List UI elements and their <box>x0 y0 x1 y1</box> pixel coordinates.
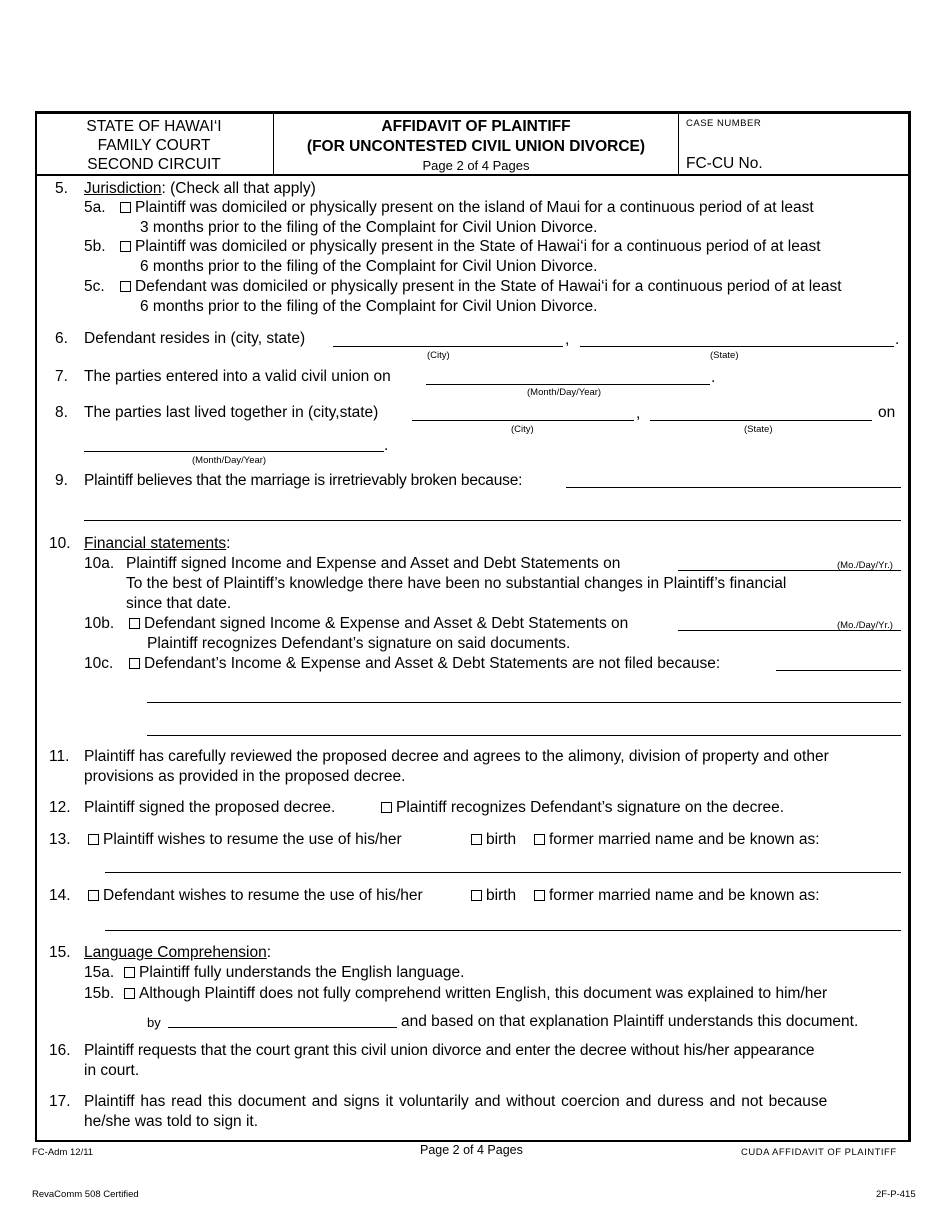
item-15-heading: Language Comprehension: <box>84 944 272 961</box>
item-9-text: Plaintiff believes that the marriage is irretrievably broken because: <box>84 472 523 489</box>
court-name <box>37 117 271 174</box>
item-6-state-field[interactable] <box>580 346 894 347</box>
case-number-label: CASE NUMBER <box>686 118 762 129</box>
item-5c-line-1 <box>120 277 842 297</box>
item-5c-text: Defendant was domiciled or physically present in the State of Hawai‘i for a continuous period of at least <box>135 278 842 295</box>
item-5b-checkbox[interactable] <box>120 241 131 252</box>
item-9-number: 9. <box>55 472 68 489</box>
item-11-line-2: provisions as provided in the proposed decree. <box>84 768 406 785</box>
header-page: Page 2 of 4 Pages <box>422 158 530 173</box>
item-10a-number: 10a. <box>84 555 115 572</box>
item-6-city-field[interactable] <box>333 346 563 347</box>
item-14-birth <box>471 886 516 906</box>
item-5a-number: 5a. <box>84 199 106 216</box>
footer-document-name: CUDA AFFIDAVIT OF PLAINTIFF <box>741 1147 897 1158</box>
item-5-title: Jurisdiction <box>84 180 162 197</box>
item-10a-line-1: Plaintiff signed Income and Expense and Asset and Debt Statements on <box>126 555 621 572</box>
item-7-date-label: (Month/Day/Year) <box>527 387 602 398</box>
item-13-checkbox[interactable] <box>88 834 99 845</box>
item-14-checkbox[interactable] <box>88 890 99 901</box>
item-15a-line <box>124 963 464 983</box>
item-15b-text: Although Plaintiff does not fully comprehend written English, this document was explained to him/her <box>139 985 828 1002</box>
item-14-number: 14. <box>49 887 71 904</box>
item-15b-checkbox[interactable] <box>124 988 135 999</box>
item-5-title-rest: : (Check all that apply) <box>161 180 316 197</box>
item-9-reason-field-2[interactable] <box>84 520 901 521</box>
item-8-on: on <box>878 404 896 421</box>
item-14-former-label: former married name and be known as: <box>549 887 820 904</box>
item-7-number: 7. <box>55 368 68 385</box>
item-13-birth-label: birth <box>486 831 517 848</box>
item-13-former-checkbox[interactable] <box>534 834 545 845</box>
document-title: AFFIDAVIT OF PLAINTIFF <box>381 118 571 135</box>
item-10-title: Financial statements <box>84 535 227 552</box>
item-17-number: 17. <box>49 1093 71 1110</box>
item-6-period: . <box>895 331 900 348</box>
item-14-name-field[interactable] <box>105 930 901 931</box>
item-7-text: The parties entered into a valid civil union on <box>84 368 391 385</box>
footer-page: Page 2 of 4 Pages <box>420 1143 523 1157</box>
item-7-date-field[interactable] <box>426 384 710 385</box>
item-17-line-2: he/she was told to sign it. <box>84 1113 259 1130</box>
item-15-title: Language Comprehension <box>84 944 267 961</box>
item-9-reason-field-1[interactable] <box>566 487 901 488</box>
item-13-former <box>534 830 820 850</box>
item-10a-date-label: (Mo./Day/Yr.) <box>837 560 893 571</box>
header-divider <box>35 174 911 176</box>
item-15a-text: Plaintiff fully understands the English language. <box>139 964 465 981</box>
item-10c-line-1 <box>129 654 720 674</box>
item-5c-checkbox[interactable] <box>120 281 131 292</box>
item-5-heading <box>84 179 316 199</box>
item-10b-number: 10b. <box>84 615 115 632</box>
item-15a-number: 15a. <box>84 964 115 981</box>
item-6-number: 6. <box>55 330 68 347</box>
footer-form-code: 2F-P-415 <box>876 1189 916 1200</box>
item-10c-checkbox[interactable] <box>129 658 140 669</box>
item-10a-line-3: since that date. <box>126 595 232 612</box>
item-8-state-label: (State) <box>744 424 773 435</box>
item-14-former <box>534 886 820 906</box>
item-10-number: 10. <box>49 535 71 552</box>
item-15b-end: and based on that explanation Plaintiff understands this document. <box>401 1013 859 1030</box>
item-10-heading: Financial statements: <box>84 535 231 552</box>
item-15b-explainer-field[interactable] <box>168 1027 397 1028</box>
item-6-state-label: (State) <box>710 350 739 361</box>
item-10b-line-1 <box>129 614 628 634</box>
item-5b-text: Plaintiff was domiciled or physically present in the State of Hawai‘i for a continuous period of at least <box>135 238 821 255</box>
item-5a-checkbox[interactable] <box>120 202 131 213</box>
item-5b-number: 5b. <box>84 238 106 255</box>
item-10b-checkbox[interactable] <box>129 618 140 629</box>
item-17-line-1: Plaintiff has read this document and signs it voluntarily and without coercion and duress and not because <box>84 1093 828 1110</box>
item-5b-line-2: 6 months prior to the filing of the Complaint for Civil Union Divorce. <box>140 258 598 275</box>
court-line-3: SECOND CIRCUIT <box>87 156 221 173</box>
item-10c-reason-field-3[interactable] <box>147 735 901 736</box>
item-14-text: Defendant wishes to resume the use of his/her <box>103 887 423 904</box>
item-12-check-text: Plaintiff recognizes Defendant’s signature on the decree. <box>396 799 785 816</box>
item-5-number: 5. <box>55 180 68 197</box>
item-8-text: The parties last lived together in (city,state) <box>84 404 379 421</box>
item-11-number: 11. <box>49 748 70 765</box>
item-10b-text: Defendant signed Income & Expense and Asset & Debt Statements on <box>144 615 629 632</box>
document-title-block <box>275 117 677 174</box>
item-13-birth-checkbox[interactable] <box>471 834 482 845</box>
item-12-checkbox[interactable] <box>381 802 392 813</box>
item-15b-number: 15b. <box>84 985 115 1002</box>
item-5a-line-2: 3 months prior to the filing of the Complaint for Civil Union Divorce. <box>140 219 598 236</box>
header-col-divider-1 <box>273 113 274 174</box>
item-15a-checkbox[interactable] <box>124 967 135 978</box>
item-7-period: . <box>711 369 716 386</box>
item-10c-reason-field-1[interactable] <box>776 670 901 671</box>
item-8-state-field[interactable] <box>650 420 872 421</box>
item-5c-line-2: 6 months prior to the filing of the Complaint for Civil Union Divorce. <box>140 298 598 315</box>
item-6-city-label: (City) <box>427 350 450 361</box>
item-14-birth-label: birth <box>486 887 517 904</box>
item-5b-line-1 <box>120 237 821 257</box>
item-10b-date-label: (Mo./Day/Yr.) <box>837 620 893 631</box>
case-number-value[interactable]: FC-CU No. <box>686 155 763 172</box>
item-13-line <box>88 830 402 850</box>
item-5a-text: Plaintiff was domiciled or physically present on the island of Maui for a continuous period of at least <box>135 199 814 216</box>
item-16-number: 16. <box>49 1042 71 1059</box>
item-8-number: 8. <box>55 404 68 421</box>
court-line-1: STATE OF HAWAI‘I <box>86 118 222 135</box>
item-16-line-1: Plaintiff requests that the court grant this civil union divorce and enter the decree without his/her appearance <box>84 1042 815 1059</box>
item-15b-line <box>124 984 827 1004</box>
item-10c-number: 10c. <box>84 655 114 672</box>
footer-certified: RevaComm 508 Certified <box>32 1189 139 1200</box>
item-5a-line-1 <box>120 198 814 218</box>
item-12-check-line <box>381 798 784 818</box>
item-14-line <box>88 886 423 906</box>
item-15b-by: by <box>147 1015 161 1030</box>
item-8-city-field[interactable] <box>412 420 634 421</box>
item-8-city-label: (City) <box>511 424 534 435</box>
item-16-line-2: in court. <box>84 1062 140 1079</box>
item-8-comma: , <box>636 405 641 422</box>
item-10b-line-2: Plaintiff recognizes Defendant’s signature on said documents. <box>147 635 571 652</box>
item-12-text: Plaintiff signed the proposed decree. <box>84 799 336 816</box>
item-12-number: 12. <box>49 799 71 816</box>
item-8-date-field[interactable] <box>84 451 384 452</box>
item-10c-reason-field-2[interactable] <box>147 702 901 703</box>
item-8-date-label: (Month/Day/Year) <box>192 455 267 466</box>
item-15-number: 15. <box>49 944 71 961</box>
item-13-birth <box>471 830 516 850</box>
item-14-former-checkbox[interactable] <box>534 890 545 901</box>
item-13-name-field[interactable] <box>105 872 901 873</box>
item-13-text: Plaintiff wishes to resume the use of his/her <box>103 831 402 848</box>
item-11-line-1: Plaintiff has carefully reviewed the proposed decree and agrees to the alimony, division of property and other <box>84 748 829 765</box>
item-5c-number: 5c. <box>84 278 105 295</box>
item-6-comma: , <box>565 331 570 348</box>
item-13-former-label: former married name and be known as: <box>549 831 820 848</box>
item-14-birth-checkbox[interactable] <box>471 890 482 901</box>
item-10c-text: Defendant’s Income & Expense and Asset & Debt Statements are not filed because: <box>144 655 721 672</box>
court-line-2: FAMILY COURT <box>97 137 211 154</box>
item-13-number: 13. <box>49 831 71 848</box>
header-col-divider-2 <box>678 113 679 174</box>
footer-form-number: FC-Adm 12/11 <box>32 1147 94 1158</box>
item-10a-line-2: To the best of Plaintiff’s knowledge there have been no substantial changes in Plaintiff’s financial <box>126 575 787 592</box>
document-subtitle: (FOR UNCONTESTED CIVIL UNION DIVORCE) <box>306 138 646 155</box>
item-8-period: . <box>384 437 389 454</box>
item-6-text: Defendant resides in (city, state) <box>84 330 306 347</box>
